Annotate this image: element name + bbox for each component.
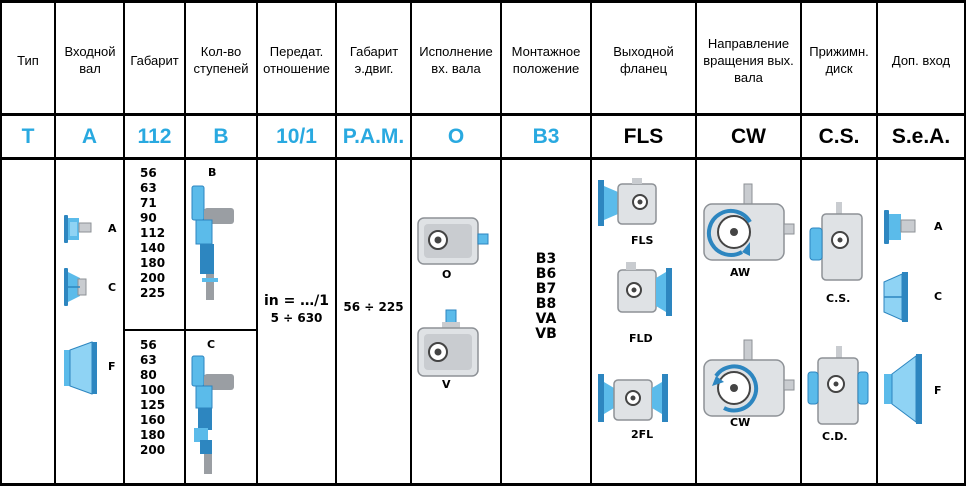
- code-type: T: [21, 125, 35, 148]
- header-clamp-disk: Прижимн. диск: [809, 44, 869, 76]
- stage-option-c: C: [207, 338, 216, 351]
- input-shaft-option-f: F: [108, 360, 116, 373]
- header-rotation: Направление вращения вых. вала: [703, 35, 794, 85]
- gearbox-housing-icon: [414, 308, 494, 380]
- extra-input-option-f: F: [934, 384, 942, 397]
- header-motor-size: Габарит э.двиг.: [349, 44, 399, 76]
- header-type: Тип: [17, 52, 39, 68]
- code-mounting: B3: [532, 125, 560, 148]
- code-input-shaft: A: [81, 125, 98, 148]
- size-value: 112: [140, 226, 166, 240]
- input-shaft-option-c: C: [108, 281, 117, 294]
- flange-shaft-icon: [882, 208, 922, 246]
- code-stages: B: [213, 125, 229, 148]
- mounting-value: B8: [535, 296, 557, 312]
- flange-option-fls: FLS: [631, 234, 654, 247]
- input-shaft-option-a: A: [108, 222, 117, 235]
- two-gear-shaft-icon: [186, 182, 238, 308]
- shaft-version-option-o: O: [442, 268, 452, 281]
- mounting-value: B3: [535, 251, 557, 267]
- header-shaft-version: Исполнение вх. вала: [419, 44, 493, 76]
- clamp-option-cs: C.S.: [826, 292, 851, 305]
- gearbox-housing-icon: [596, 370, 674, 426]
- flange-option-fld: FLD: [629, 332, 653, 345]
- code-clamp-disk: C.S.: [818, 125, 860, 148]
- size-list-c: [140, 338, 165, 458]
- code-shaft-version: O: [447, 125, 465, 148]
- extra-input-option-c: C: [934, 290, 943, 303]
- size-value: 200: [140, 443, 166, 457]
- flange-shaft-icon: [62, 212, 96, 246]
- header-stages: Кол-во ступеней: [193, 44, 249, 76]
- three-gear-shaft-icon: [186, 352, 238, 478]
- rotation-option-aw: AW: [730, 266, 751, 279]
- ratio-formula: in = …/1: [263, 293, 330, 309]
- bell-adapter-icon: [882, 270, 912, 324]
- clamp-option-cd: C.D.: [822, 430, 848, 443]
- table-top-border: [0, 0, 966, 3]
- header-input-shaft: Входной вал: [64, 44, 116, 76]
- code-motor-size: P.A.M.: [342, 125, 405, 148]
- size-value: 63: [140, 353, 157, 367]
- size-value: 63: [140, 181, 157, 195]
- size-value: 56: [140, 166, 157, 180]
- mounting-value: VB: [535, 326, 557, 342]
- large-flange-icon: [882, 352, 928, 426]
- size-list-b: [140, 166, 165, 301]
- gearbox-housing-icon: [700, 336, 798, 420]
- size-value: 200: [140, 271, 166, 285]
- large-flange-icon: [62, 340, 104, 396]
- size-value: 90: [140, 211, 157, 225]
- size-stage-split: [123, 329, 256, 331]
- mounting-list: [502, 252, 590, 342]
- size-value: 100: [140, 383, 166, 397]
- extra-input-option-a: A: [934, 220, 943, 233]
- bell-adapter-icon: [62, 266, 90, 308]
- code-ratio: 10/1: [276, 125, 317, 148]
- gearbox-housing-icon: [612, 260, 676, 326]
- motor-size-range: 56 ÷ 225: [343, 300, 404, 314]
- stage-option-b: B: [208, 166, 217, 179]
- size-value: 80: [140, 368, 157, 382]
- code-extra-input: S.e.A.: [891, 125, 951, 148]
- size-value: 71: [140, 196, 157, 210]
- gearbox-housing-icon: [700, 180, 798, 264]
- mounting-value: B6: [535, 266, 557, 282]
- size-value: 125: [140, 398, 166, 412]
- code-size: 112: [137, 125, 172, 148]
- header-output-flange: Выходной фланец: [613, 44, 674, 76]
- shaft-version-option-v: V: [442, 378, 451, 391]
- size-value: 180: [140, 256, 166, 270]
- code-output-flange: FLS: [623, 125, 664, 148]
- code-rotation: CW: [731, 125, 766, 148]
- mounting-value: B7: [535, 281, 557, 297]
- gearbox-housing-icon: [414, 212, 494, 268]
- flange-option-2fl: 2FL: [631, 428, 654, 441]
- header-mounting: Монтажное положение: [511, 44, 581, 76]
- header-ratio: Передат. отношение: [263, 44, 330, 76]
- mounting-value: VA: [535, 311, 557, 327]
- ratio-range: 5 ÷ 630: [270, 311, 323, 325]
- size-value: 160: [140, 413, 166, 427]
- size-value: 56: [140, 338, 157, 352]
- gearbox-housing-icon: [596, 176, 672, 230]
- gearbox-housing-icon: [806, 344, 870, 430]
- col-border: [335, 0, 337, 486]
- col-border: [54, 0, 56, 486]
- rotation-option-cw: CW: [730, 416, 751, 429]
- size-value: 225: [140, 286, 166, 300]
- size-value: 140: [140, 241, 166, 255]
- gearbox-housing-icon: [806, 200, 870, 286]
- size-value: 180: [140, 428, 166, 442]
- header-extra-input: Доп. вход: [891, 52, 951, 68]
- header-size: Габарит: [130, 52, 179, 68]
